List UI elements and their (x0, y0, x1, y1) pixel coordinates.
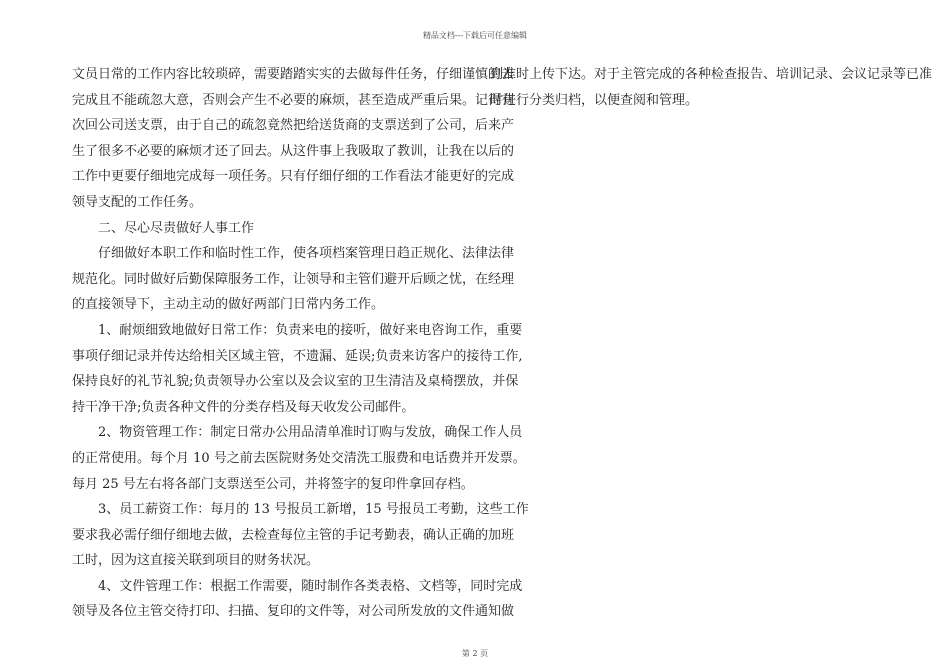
text-line: 4、文件管理工作：根据工作需要，随时制作各类表格、文档等，同时完成 (72, 578, 523, 594)
text-line: 生了很多不必要的麻烦才还了回去。从这件事上我吸取了教训，让我在以后的 (72, 143, 515, 159)
text-line: 持干净干净;负责各种文件的分类存档及每天收发公司邮件。 (72, 399, 415, 415)
text-line: 到准时上传下达。对于主管完成的各种检查报告、培训记录、会议记录等已准 (490, 67, 933, 82)
left-column (72, 62, 529, 625)
page-number: 第 2 页 (461, 649, 489, 658)
text-line: 领导支配的工作任务。 (72, 194, 203, 210)
text-line: 仔细做好本职工作和临时性工作，使各项档案管理日趋正规化、法律法律 (72, 246, 515, 262)
text-line: 完成且不能疏忽大意，否则会产生不必要的麻烦，甚至造成严重后果。记得有 (72, 92, 515, 108)
text-line: 事项仔细记录并传达给相关区域主管，不遗漏、延误;负责来访客户的接待工作, (72, 348, 523, 364)
text-line: 每月 25 号左右将各部门支票送至公司，并将签字的复印件拿回存档。 (72, 476, 474, 492)
text-line: 2、物资管理工作：制定日常办公用品清单准时订购与发放，确保工作人员 (72, 425, 523, 441)
text-line: 1、耐烦细致地做好日常工作：负责来电的接听，做好来电咨询工作，重要 (72, 322, 523, 338)
text-line: 的直接领导下，主动主动的做好两部门日常内务工作。 (72, 297, 385, 313)
text-line: 领导及各位主管交待打印、扫描、复印的文件等，对公司所发放的文件通知做 (72, 604, 515, 620)
text-line: 文员日常的工作内容比较琐碎，需要踏踏实实的去做每件任务，仔细谨慎的去 (72, 67, 515, 82)
text-line: 次回公司送支票，由于自己的疏忽竟然把给送货商的支票送到了公司，后来产 (72, 118, 515, 134)
text-line: 的正常使用。每个月 10 号之前去医院财务处交清洗工服费和电话费并开发票。 (72, 450, 526, 466)
text-line: 工作中更要仔细地完成每一项任务。只有仔细仔细的工作看法才能更好的完成 (72, 169, 515, 185)
right-column (490, 62, 933, 113)
text-line: 要求我必需仔细仔细地去做，去检查每位主管的手记考勤表，确认正确的加班 (72, 527, 515, 543)
text-line: 时进行分类归档，以便查阅和管理。 (490, 92, 699, 108)
text-line: 规范化。同时做好后勤保障服务工作，让领导和主管们避开后顾之忧，在经理 (72, 271, 515, 287)
text-line: 工时，因为这直接关联到项目的财务状况。 (72, 553, 320, 569)
text-line: 3、员工薪资工作：每月的 13 号报员工新增，15 号报员工考勤，这些工作 (72, 502, 529, 518)
section-heading: 二、尽心尽责做好人事工作 (72, 220, 255, 236)
text-line: 保持良好的礼节礼貌;负责领导办公室以及会议室的卫生清洁及桌椅摆放，并保 (72, 374, 519, 390)
page-header: 精品文档---下载后可任意编辑 (422, 31, 528, 40)
